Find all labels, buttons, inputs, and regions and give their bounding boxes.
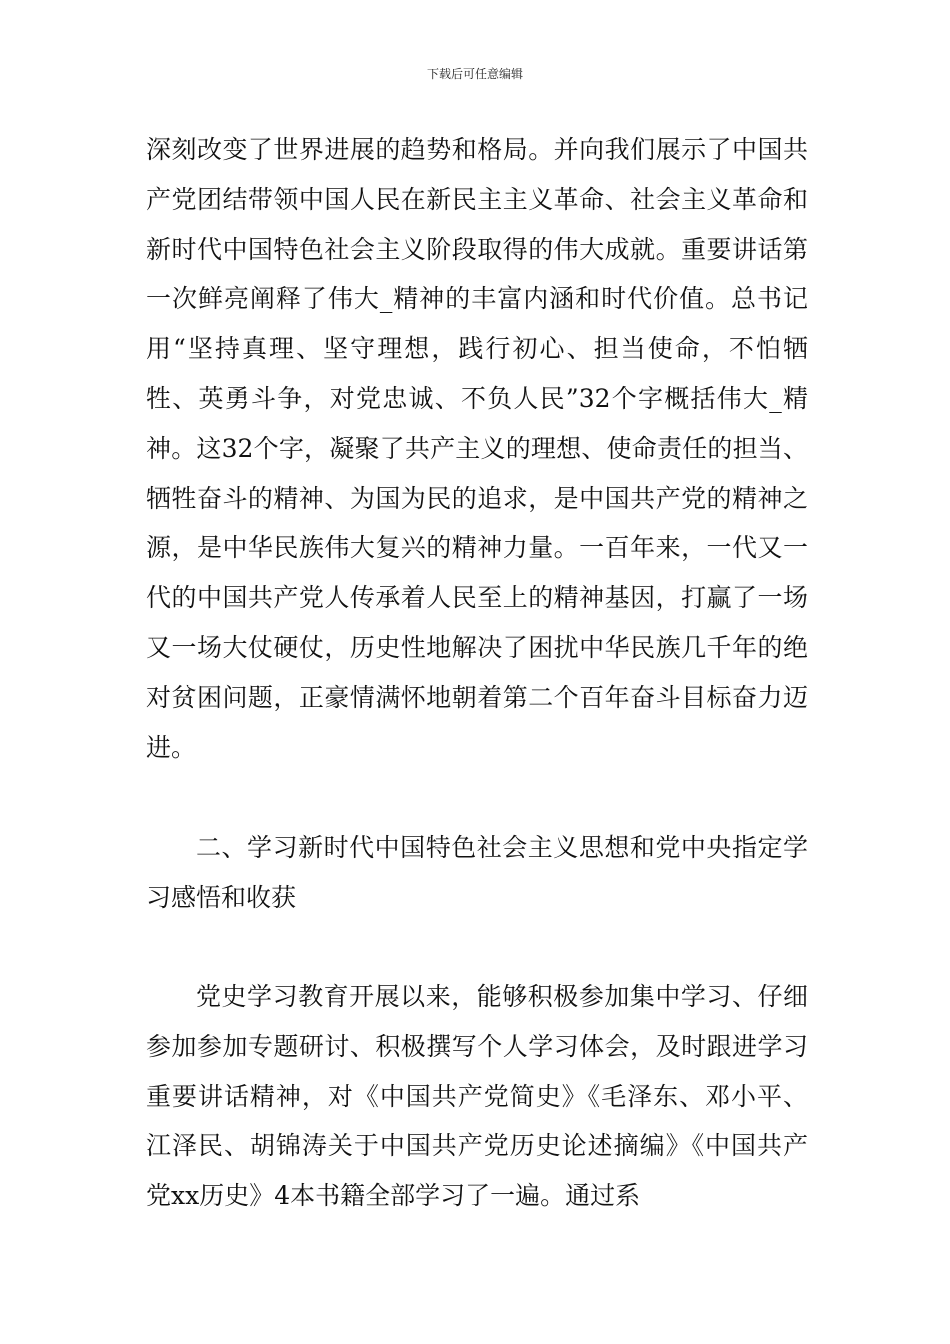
body-paragraph-1: 深刻改变了世界进展的趋势和格局。并向我们展示了中国共产党团结带领中国人民在新民主主义革命、社会主义革命和新时代中国特色社会主义阶段取得的伟大成就。重要讲话第一次鲜亮阐释了伟大_精神的丰富内涵和时代价值。总书记用“坚持真理、坚守理想，践行初心、担当使命，不怕牺牲、英勇斗争，对党忠诚、不负人民”32个字概括伟大_精神。这32个字，凝聚了共产主义的理想、使命责任的担当、牺牲奋斗的精神、为国为民的追求，是中国共产党的精神之源，是中华民族伟大复兴的精神力量。一百年来，一代又一代的中国共产党人传承着人民至上的精神基因，打赢了一场又一场大仗硬仗，历史性地解决了困扰中华民族几千年的绝对贫困问题，正豪情满怀地朝着第二个百年奋斗目标奋力迈进。 [146,135,808,762]
section-heading-2: 二、学习新时代中国特色社会主义思想和党中央指定学习感悟和收获 [146,833,808,912]
page-header-note: 下载后可任意编辑 [426,67,523,81]
body-paragraph-3: 党史学习教育开展以来，能够积极参加集中学习、仔细参加参加专题研讨、积极撰写个人学习体会，及时跟进学习重要讲话精神，对《中国共产党简史》《毛泽东、邓小平、江泽民、胡锦涛关于中国共产党历史论述摘编》《中国共产党xx历史》4本书籍全部学习了一遍。通过系 [146,982,808,1211]
